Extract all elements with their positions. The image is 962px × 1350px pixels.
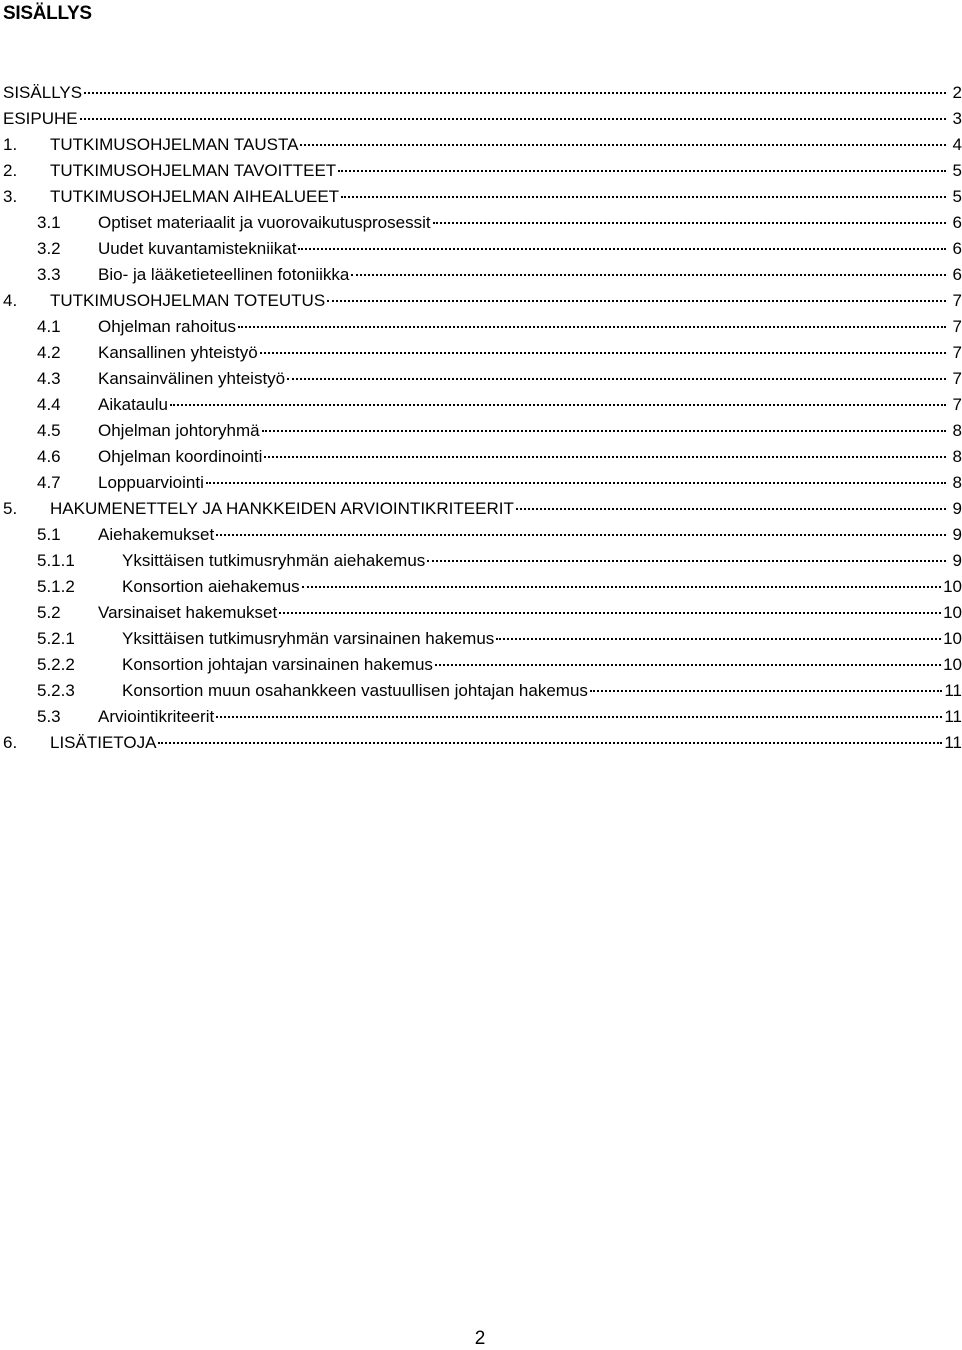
toc-entry-number: 1. — [3, 135, 18, 154]
toc-entry-number: 5.1.1 — [37, 551, 75, 570]
toc-entry[interactable] — [3, 366, 962, 392]
toc-entry[interactable] — [3, 444, 962, 470]
toc-entry-number: 4.4 — [37, 395, 61, 414]
toc-entry-page: 7 — [952, 395, 962, 414]
toc-entry[interactable] — [3, 236, 962, 262]
toc-entry-number: 4. — [3, 291, 18, 310]
toc-entry-number: 5.2.3 — [37, 681, 75, 700]
toc-entry[interactable] — [3, 288, 962, 314]
toc-entry-number: 5. — [3, 499, 18, 518]
toc-entry-page: 7 — [952, 369, 962, 388]
dot-leader — [264, 454, 946, 458]
dot-leader — [298, 246, 946, 250]
toc-entry[interactable] — [3, 80, 962, 106]
dot-leader — [80, 116, 946, 120]
toc-entry-page: 2 — [952, 83, 962, 102]
toc-entry[interactable] — [3, 704, 962, 730]
toc-entry-page: 11 — [944, 681, 962, 700]
dot-leader — [262, 428, 946, 432]
toc-entry-number: 3. — [3, 187, 18, 206]
toc-entry[interactable] — [3, 678, 962, 704]
toc-entry[interactable] — [3, 132, 962, 158]
dot-leader — [327, 298, 946, 302]
toc-entry-number: 4.7 — [37, 473, 61, 492]
toc-entry-page: 10 — [943, 577, 962, 596]
dot-leader — [427, 558, 946, 562]
toc-entry-number: 4.1 — [37, 317, 61, 336]
toc-entry[interactable] — [3, 496, 962, 522]
dot-leader — [158, 740, 942, 744]
toc-entry-title: Aikataulu — [98, 395, 168, 414]
toc-entry-number: 5.2 — [37, 603, 61, 622]
toc-entry-page: 10 — [943, 655, 962, 674]
toc-entry-title: Arviointikriteerit — [98, 707, 215, 726]
toc-entry[interactable] — [3, 574, 962, 600]
toc-entry-title: Bio- ja lääketieteellinen fotoniikka — [98, 265, 350, 284]
toc-entry-title: Loppuarviointi — [98, 473, 204, 492]
page-title: SISÄLLYS — [3, 3, 92, 24]
dot-leader — [302, 584, 941, 588]
dot-leader — [341, 194, 946, 198]
toc-entry-page: 7 — [952, 291, 962, 310]
toc-entry-number: 5.2.2 — [37, 655, 75, 674]
toc-entry-page: 3 — [952, 109, 962, 128]
toc-entry-page: 8 — [952, 421, 962, 440]
toc-entry-page: 6 — [952, 213, 962, 232]
toc-entry-title: Konsortion muun osahankkeen vastuullisen johtajan hakemus — [122, 681, 588, 700]
toc-entry-title: Varsinaiset hakemukset — [98, 603, 278, 622]
dot-leader — [260, 350, 946, 354]
toc-entry-title: TUTKIMUSOHJELMAN TAUSTA — [50, 135, 299, 154]
dot-leader — [84, 90, 946, 94]
page-number: 2 — [474, 1328, 486, 1349]
toc-entry-title: ESIPUHE — [3, 109, 78, 128]
toc-entry-title: Ohjelman koordinointi — [98, 447, 263, 466]
toc-entry-number: 4.6 — [37, 447, 61, 466]
toc-entry-number: 4.5 — [37, 421, 61, 440]
toc-entry-number: 5.1.2 — [37, 577, 75, 596]
dot-leader — [433, 220, 946, 224]
dot-leader — [496, 636, 941, 640]
toc-entry-number: 5.2.1 — [37, 629, 75, 648]
toc-entry-number: 2. — [3, 161, 18, 180]
toc-entry-title: TUTKIMUSOHJELMAN TOTEUTUS — [50, 291, 326, 310]
toc-entry-page: 7 — [952, 317, 962, 336]
toc-entry[interactable] — [3, 470, 962, 496]
toc-entry-number: 5.3 — [37, 707, 61, 726]
toc-entry-page: 8 — [952, 447, 962, 466]
dot-leader — [287, 376, 946, 380]
toc-entry[interactable] — [3, 548, 962, 574]
toc-entry[interactable] — [3, 652, 962, 678]
toc-entry-title: Kansallinen yhteistyö — [98, 343, 258, 362]
toc-entry[interactable] — [3, 314, 962, 340]
toc-entry-page: 11 — [944, 733, 962, 752]
toc-entry-title: Konsortion johtajan varsinainen hakemus — [122, 655, 433, 674]
dot-leader — [516, 506, 946, 510]
toc-entry-number: 4.2 — [37, 343, 61, 362]
toc-entry-page: 5 — [952, 187, 962, 206]
toc-entry-title: SISÄLLYS — [3, 83, 83, 102]
dot-leader — [206, 480, 946, 484]
toc-entry-title: Ohjelman rahoitus — [98, 317, 236, 336]
toc-entry-title: Yksittäisen tutkimusryhmän varsinainen hakemus — [122, 629, 495, 648]
dot-leader — [170, 402, 946, 406]
dot-leader — [300, 142, 946, 146]
dot-leader — [216, 532, 946, 536]
table-of-contents — [3, 80, 962, 756]
toc-entry[interactable] — [3, 106, 962, 132]
toc-entry-page: 4 — [952, 135, 962, 154]
toc-entry-page: 9 — [952, 551, 962, 570]
dot-leader — [238, 324, 946, 328]
toc-entry-page: 10 — [943, 603, 962, 622]
toc-entry[interactable] — [3, 600, 962, 626]
toc-entry[interactable] — [3, 340, 962, 366]
toc-entry-page: 7 — [952, 343, 962, 362]
toc-entry-page: 11 — [944, 707, 962, 726]
toc-entry-title: Aiehakemukset — [98, 525, 215, 544]
toc-entry-title: Optiset materiaalit ja vuorovaikutusprosessit — [98, 213, 431, 232]
toc-entry-title: Uudet kuvantamistekniikat — [98, 239, 297, 258]
toc-entry-number: 4.3 — [37, 369, 61, 388]
toc-entry[interactable] — [3, 262, 962, 288]
toc-entry-page: 5 — [952, 161, 962, 180]
toc-entry-title: TUTKIMUSOHJELMAN AIHEALUEET — [50, 187, 340, 206]
toc-entry-number: 5.1 — [37, 525, 61, 544]
dot-leader — [590, 688, 942, 692]
toc-entry[interactable] — [3, 418, 962, 444]
toc-entry-number: 3.3 — [37, 265, 61, 284]
toc-entry[interactable] — [3, 730, 962, 756]
toc-entry[interactable] — [3, 392, 962, 418]
toc-entry-page: 9 — [952, 525, 962, 544]
toc-entry-title: Konsortion aiehakemus — [122, 577, 300, 596]
toc-entry-title: Ohjelman johtoryhmä — [98, 421, 260, 440]
dot-leader — [279, 610, 941, 614]
toc-entry[interactable] — [3, 184, 962, 210]
toc-entry-title: LISÄTIETOJA — [50, 733, 157, 752]
toc-entry[interactable] — [3, 626, 962, 652]
toc-entry-number: 6. — [3, 733, 18, 752]
dot-leader — [351, 272, 946, 276]
toc-entry-number: 3.1 — [37, 213, 61, 232]
toc-entry-number: 3.2 — [37, 239, 61, 258]
toc-entry[interactable] — [3, 158, 962, 184]
toc-entry-page: 9 — [952, 499, 962, 518]
toc-entry-title: Kansainvälinen yhteistyö — [98, 369, 286, 388]
toc-entry-title: TUTKIMUSOHJELMAN TAVOITTEET — [50, 161, 337, 180]
toc-entry-title: Yksittäisen tutkimusryhmän aiehakemus — [122, 551, 426, 570]
toc-entry-page: 6 — [952, 239, 962, 258]
toc-entry-page: 10 — [943, 629, 962, 648]
toc-entry-page: 8 — [952, 473, 962, 492]
dot-leader — [338, 168, 946, 172]
toc-entry-page: 6 — [952, 265, 962, 284]
dot-leader — [435, 662, 941, 666]
dot-leader — [216, 714, 942, 718]
toc-entry[interactable] — [3, 522, 962, 548]
toc-entry-title: HAKUMENETTELY JA HANKKEIDEN ARVIOINTIKRITEERIT — [50, 499, 514, 518]
toc-entry[interactable] — [3, 210, 962, 236]
